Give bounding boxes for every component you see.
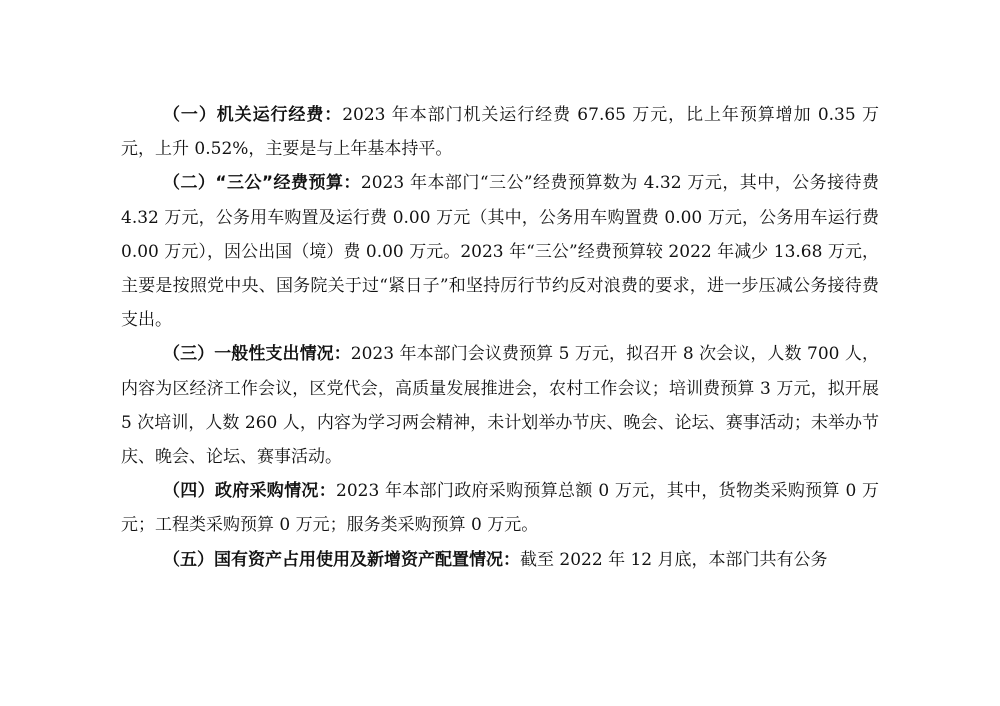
paragraph-heading: （二）“三公”经费预算： bbox=[163, 173, 361, 194]
paragraph-government-procurement bbox=[121, 474, 879, 542]
paragraph-text: 2023 年本部门“三公”经费预算数为 4.32 万元，其中，公务接待费 4.32 万元，公务用车购置及运行费 0.00 万元（其中，公务用车购置费 0.00 万元，公务用车运行费 0.00 万元），因公出国（境）费 0.00 万元。2023 年“三公”经费预算较 2022 年减少 13.68 万元，主要是按照党中央、国务院关于过“紧日子”和坚持厉行节约反对浪费的要求，进一步压减公务接待费支出。 bbox=[121, 173, 879, 331]
paragraph-heading: （一）机关运行经费： bbox=[163, 105, 343, 125]
paragraph-text: 2023 年本部门机关运行经费 67.65 万元，比上年预算增加 0.35 万元，上升 0.52%，主要是与上年基本持平。 bbox=[121, 105, 879, 160]
paragraph-general-expenditure bbox=[121, 337, 879, 474]
paragraph-operating-expenses bbox=[121, 98, 879, 166]
paragraph-three-public-expenses bbox=[121, 166, 879, 337]
paragraph-text: 2023 年本部门会议费预算 5 万元，拟召开 8 次会议，人数 700 人，内容为区经济工作会议，区党代会，高质量发展推进会，农村工作会议；培训费预算 3 万元，拟开展 5 次培训，人数 260 人，内容为学习两会精神，未计划举办节庆、晚会、论坛、赛事活动；未举办节庆、晚会、论坛、赛事活动。 bbox=[121, 344, 880, 468]
paragraph-heading: （四）政府采购情况： bbox=[163, 481, 337, 502]
paragraph-heading: （五）国有资产占用使用及新增资产配置情况： bbox=[163, 549, 520, 570]
paragraph-state-assets bbox=[121, 543, 879, 577]
document-body bbox=[121, 98, 879, 577]
paragraph-text: 截至 2022 年 12 月底，本部门共有公务 bbox=[520, 549, 828, 570]
paragraph-heading: （三）一般性支出情况： bbox=[163, 344, 351, 365]
paragraph-text: 2023 年本部门政府采购预算总额 0 万元，其中，货物类采购预算 0 万元；工程类采购预算 0 万元；服务类采购预算 0 万元。 bbox=[121, 481, 880, 536]
